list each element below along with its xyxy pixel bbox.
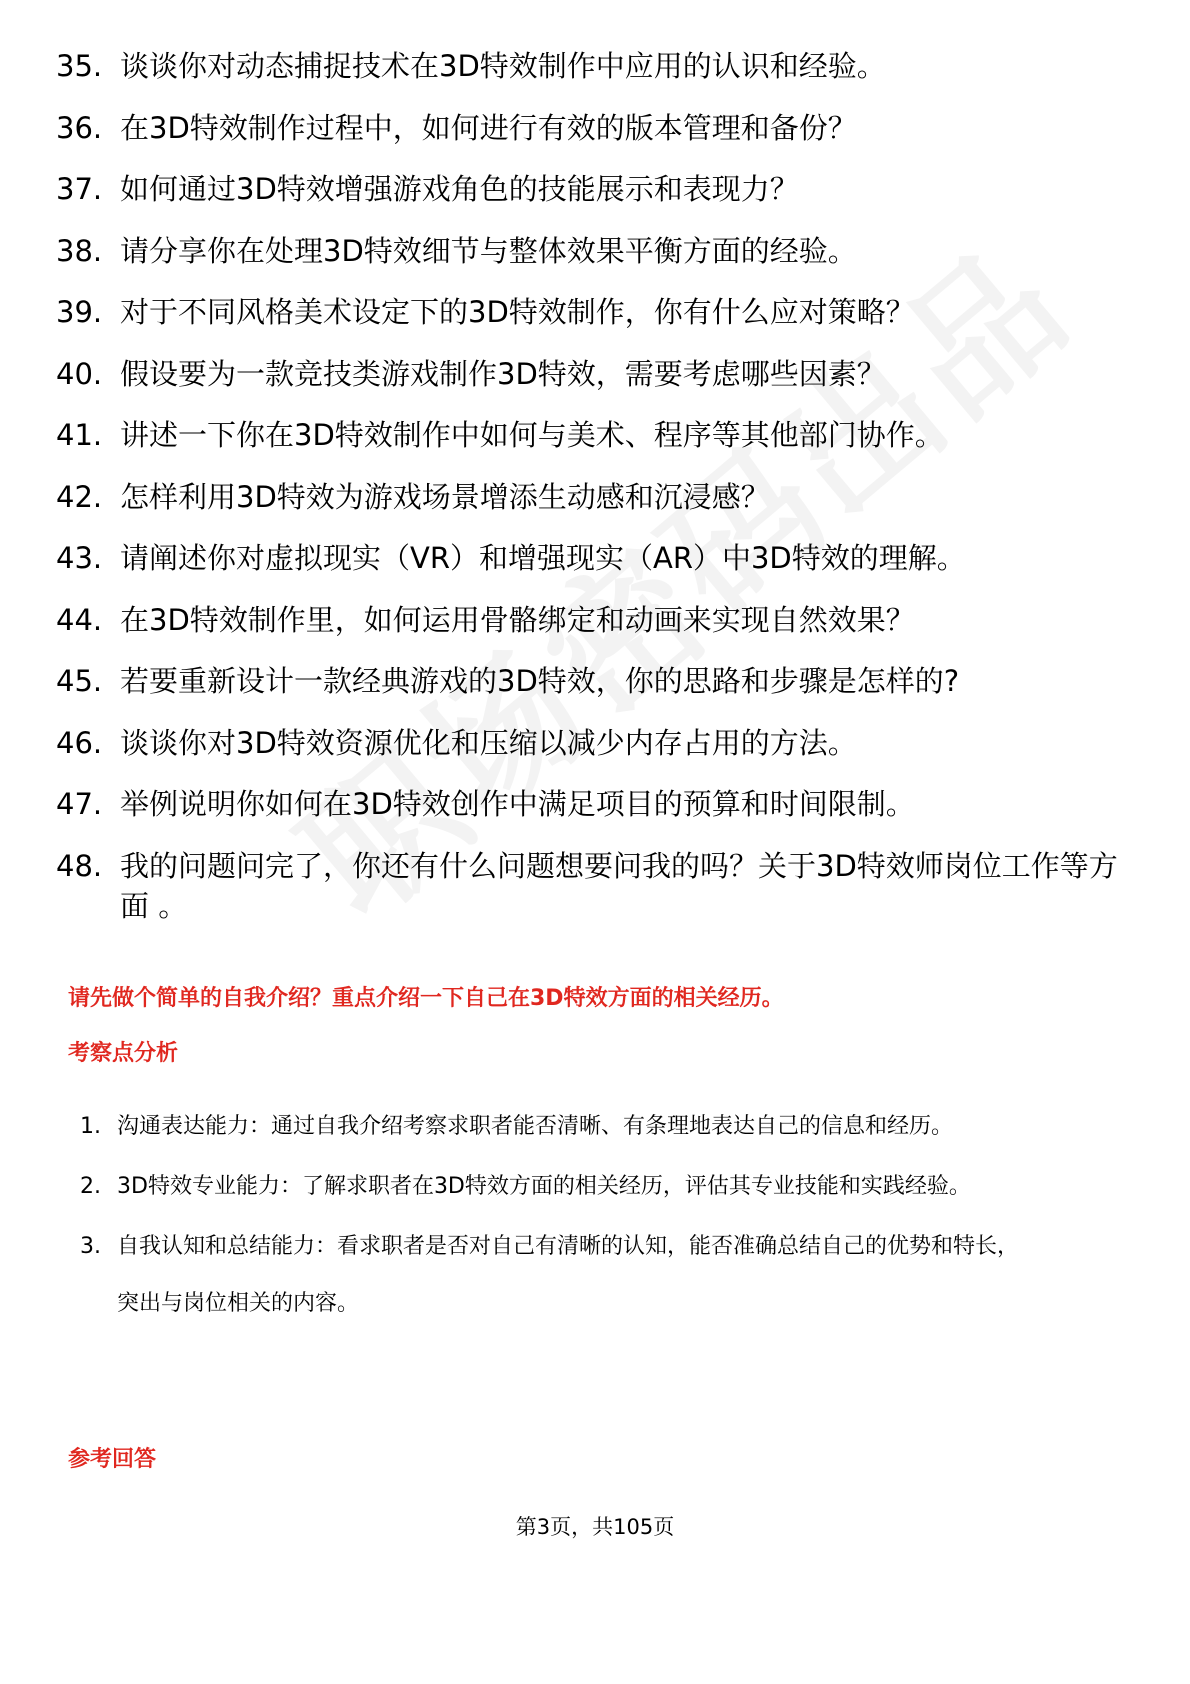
question-text: 对于不同风格美术设定下的3D特效制作，你有什么应对策略？	[120, 295, 915, 329]
question-number: 48.	[56, 848, 103, 883]
point-text: 3D特效专业能力：了解求职者在3D特效方面的相关经历，评估其专业技能和实践经验。	[117, 1174, 971, 1199]
answer-heading: 参考回答	[68, 1447, 157, 1472]
analysis-point	[80, 1098, 1040, 1155]
question-number: 42.	[56, 479, 103, 514]
question-text: 请阐述你对虚拟现实（VR）和增强现实（AR）中3D特效的理解。	[120, 541, 966, 575]
analysis-heading: 考察点分析	[68, 1041, 179, 1066]
question-text: 如何通过3D特效增强游戏角色的技能展示和表现力？	[120, 172, 799, 206]
question-text: 举例说明你如何在3D特效创作中满足项目的预算和时间限制。	[120, 787, 915, 821]
question-item	[56, 231, 1136, 271]
question-text: 若要重新设计一款经典游戏的3D特效，你的思路和步骤是怎样的?	[120, 664, 960, 698]
question-number: 43.	[56, 541, 103, 575]
question-text: 讲述一下你在3D特效制作中如何与美术、程序等其他部门协作。	[120, 418, 944, 452]
point-text: 自我认知和总结能力：看求职者是否对自己有清晰的认知，能否准确总结自己的优势和特长，突出与岗位相关的内容。	[117, 1234, 1020, 1316]
question-item	[56, 784, 1136, 824]
question-item	[56, 354, 1136, 394]
question-text: 请分享你在处理3D特效细节与整体效果平衡方面的经验。	[120, 233, 857, 268]
question-item	[56, 723, 1136, 763]
question-item	[56, 108, 1136, 148]
question-text: 在3D特效制作里，如何运用骨骼绑定和动画来实现自然效果？	[120, 602, 915, 637]
question-text: 我的问题问完了，你还有什么问题想要问我的吗？关于3D特效师岗位工作等方面 。	[120, 848, 1118, 923]
question-number: 40.	[56, 356, 103, 391]
question-number: 36.	[56, 110, 103, 145]
question-item	[56, 538, 1136, 578]
question-item	[56, 292, 1136, 332]
question-text: 谈谈你对3D特效资源优化和压缩以减少内存占用的方法。	[120, 725, 857, 760]
question-text: 怎样利用3D特效为游戏场景增添生动感和沉浸感？	[120, 479, 770, 514]
question-item	[56, 477, 1136, 517]
point-text: 沟通表达能力：通过自我介绍考察求职者能否清晰、有条理地表达自己的信息和经历。	[117, 1114, 954, 1139]
question-item	[56, 661, 1136, 701]
point-number: 1.	[80, 1114, 101, 1139]
question-item	[56, 169, 1136, 209]
question-number: 47.	[56, 787, 103, 821]
question-text: 在3D特效制作过程中，如何进行有效的版本管理和备份？	[120, 110, 857, 145]
question-number: 46.	[56, 725, 103, 760]
question-number: 39.	[56, 295, 103, 329]
question-number: 35.	[56, 49, 103, 83]
point-number: 2.	[80, 1174, 101, 1199]
question-item	[56, 846, 1136, 926]
question-number: 44.	[56, 602, 103, 637]
question-item	[56, 600, 1136, 640]
question-number: 37.	[56, 172, 103, 206]
page-footer: 第3页，共105页	[515, 1515, 675, 1539]
analysis-point	[80, 1158, 1040, 1215]
analysis-points	[80, 1098, 1040, 1335]
analysis-point	[80, 1218, 1040, 1332]
point-number: 3.	[80, 1234, 101, 1259]
question-text: 谈谈你对动态捕捉技术在3D特效制作中应用的认识和经验。	[120, 49, 886, 83]
question-text: 假设要为一款竞技类游戏制作3D特效，需要考虑哪些因素？	[120, 356, 886, 391]
question-item	[56, 415, 1136, 455]
question-number: 38.	[56, 233, 103, 268]
question-number: 45.	[56, 664, 103, 698]
question-number: 41.	[56, 418, 103, 452]
intro-question: 请先做个简单的自我介绍？重点介绍一下自己在3D特效方面的相关经历。	[68, 986, 784, 1011]
question-item	[56, 46, 1136, 86]
question-list	[56, 46, 1136, 947]
